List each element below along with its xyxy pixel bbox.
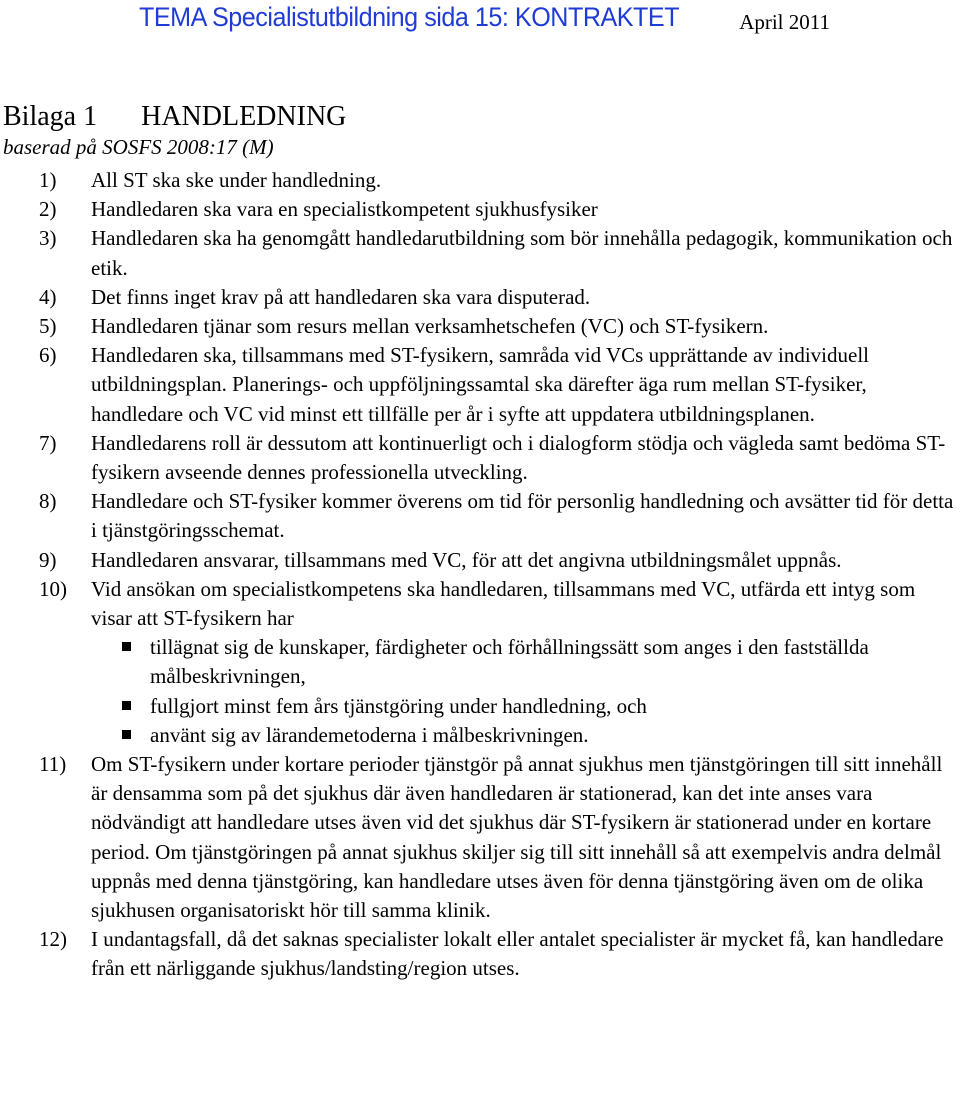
list-item [0, 429, 960, 487]
list-item [0, 546, 960, 575]
appendix-label: Bilaga 1 [3, 101, 98, 132]
page-header [0, 0, 960, 44]
item-number: 8) [39, 489, 57, 514]
document-title: HANDLEDNING [141, 101, 347, 132]
item-text: Handledare och ST-fysiker kommer överens om tid för personlig handledning och avsätter tid för detta i tjänstgöringsschemat. [91, 489, 954, 543]
item-number: 1) [39, 168, 57, 192]
bullet-text: använt sig av lärandemetoderna i målbeskrivningen. [150, 722, 589, 747]
list-item [0, 750, 960, 925]
document-title-block [3, 100, 346, 160]
list-item [0, 925, 960, 983]
list-item [0, 195, 960, 224]
bullet-list [91, 633, 956, 750]
item-text: Handledaren ska vara en specialistkompetent sjukhusfysiker [91, 197, 598, 222]
item-text: Handledaren ansvarar, tillsammans med VC, för att det angivna utbildningsmålet uppnås. [91, 547, 842, 572]
item-number: 2) [39, 197, 57, 222]
list-item [0, 283, 960, 312]
item-number: 6) [39, 343, 57, 368]
guidance-list [0, 166, 960, 984]
list-item [0, 575, 960, 750]
item-number: 7) [39, 430, 57, 455]
item-number: 10) [39, 576, 67, 601]
item-text: I undantagsfall, då det saknas specialister lokalt eller antalet specialister är mycket få, kan handledare från ett närliggande sjukhus/landsting/region utses. [91, 927, 944, 981]
header-title: TEMA Specialistutbildning sida 15: KONTRAKTET [139, 2, 680, 32]
item-text: Det finns inget krav på att handledaren ska vara disputerad. [91, 284, 591, 309]
square-bullet-icon [122, 642, 131, 651]
list-item [0, 312, 960, 341]
item-text: Vid ansökan om specialistkompetens ska handledaren, tillsammans med VC, utfärda ett intyg som visar att ST-fysikern har [91, 576, 916, 631]
bullet-item [91, 721, 956, 750]
item-number: 5) [39, 314, 57, 339]
document-heading [3, 100, 346, 134]
item-text: Handledaren ska ha genomgått handledarutbildning som bör innehålla pedagogik, kommunikation och etik. [91, 226, 953, 280]
item-text: Handledaren ska, tillsammans med ST-fysikern, samråda vid VCs upprättande av individuell utbildningsplan. Planerings- och uppföljningssamtal ska därefter äga rum mellan ST-fysiker, handledare och VC vid minst ett tillfälle per år i syfte att uppdatera utbildningsplanen. [91, 343, 870, 426]
bullet-text: tillägnat sig de kunskaper, färdigheter och förhållningssätt som anges i den fastställda målbeskrivningen, [150, 635, 869, 689]
bullet-item [91, 633, 956, 691]
document-subtitle: baserad på SOSFS 2008:17 (M) [3, 135, 274, 159]
item-text: Handledaren tjänar som resurs mellan verksamhetschefen (VC) och ST-fysikern. [91, 314, 769, 339]
bullet-text: fullgjort minst fem års tjänstgöring under handledning, och [150, 693, 647, 718]
square-bullet-icon [122, 701, 131, 710]
list-item [0, 224, 960, 282]
item-number: 3) [39, 226, 57, 251]
item-number: 11) [39, 752, 67, 777]
list-item [0, 487, 960, 545]
item-number: 4) [39, 284, 57, 309]
list-item [0, 341, 960, 429]
square-bullet-icon [122, 730, 131, 739]
item-number: 12) [39, 927, 67, 952]
item-text: Om ST-fysikern under kortare perioder tjänstgör på annat sjukhus men tjänstgöringen till sitt innehåll är densamma som på det sjukhus där även handledaren är stationerad, kan det inte anses vara nödvändigt att handledare utses även vid det sjukhus där ST-fysikern är stationerad under en kortare period. Om tjänstgöringen på annat sjukhus skiljer sig till sitt innehåll så att exempelvis andra delmål uppnås med denna tjänstgöring, kan handledare utses även för denna tjänstgöring även om de olika sjukhusen organisatoriskt hör till samma klinik. [91, 752, 943, 923]
list-item [0, 166, 960, 195]
item-number: 9) [39, 547, 57, 572]
item-text: All ST ska ske under handledning. [91, 168, 382, 192]
header-date: April 2011 [739, 10, 830, 34]
item-text: Handledarens roll är dessutom att kontinuerligt och i dialogform stödja och vägleda samt bedöma ST-fysikern avseende dennes professionella utveckling. [91, 430, 946, 485]
bullet-item [91, 692, 956, 721]
